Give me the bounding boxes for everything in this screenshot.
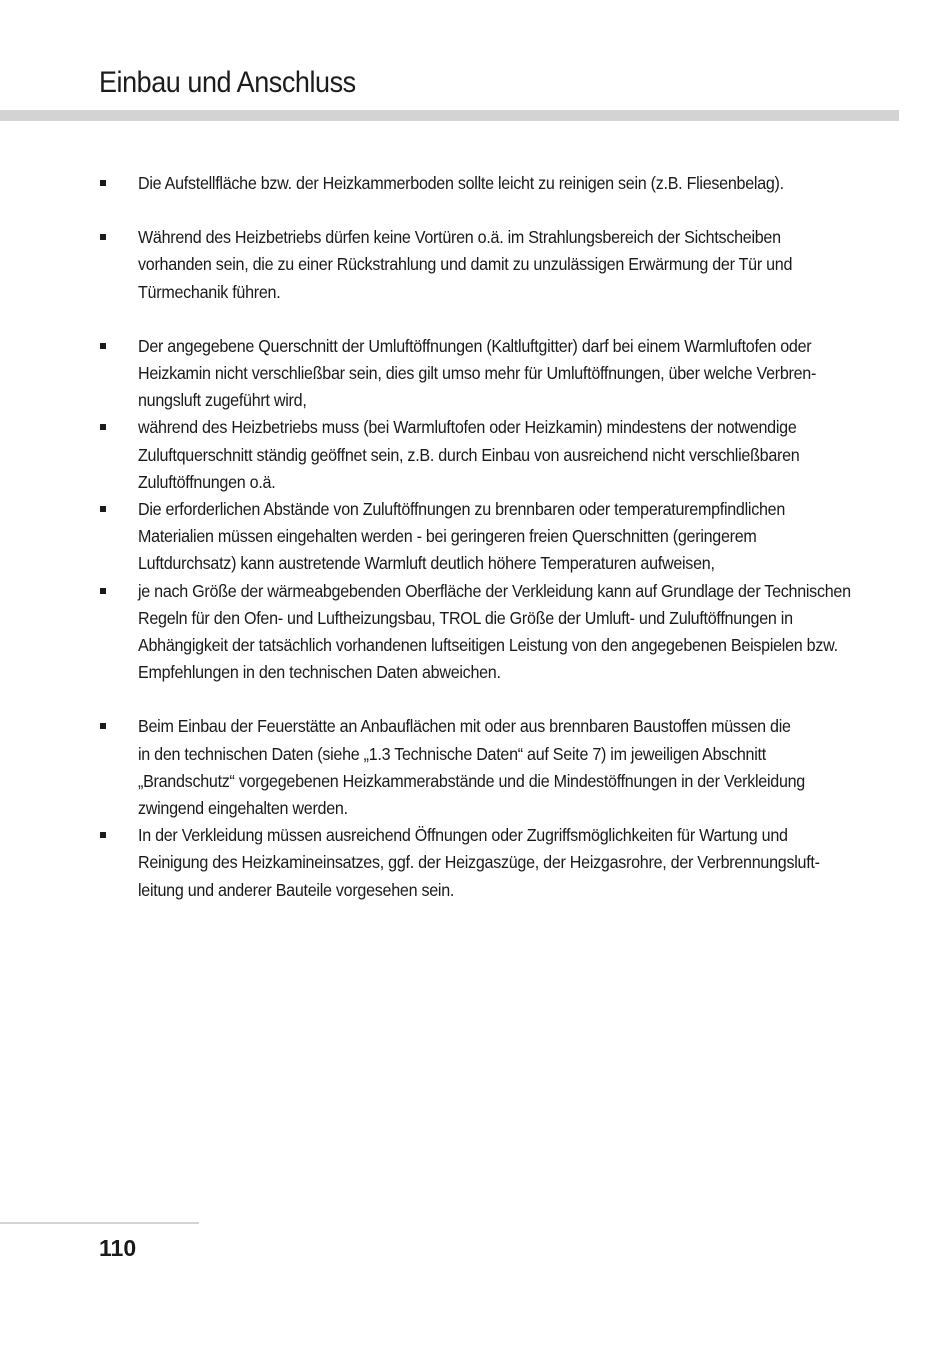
square-bullet-icon [100,343,106,349]
page-title: Einbau und Anschluss [99,66,356,99]
list-item-text: In der Verkleidung müssen ausreichend Öffnungen oder Zugriffsmöglichkeiten für Wartung und Reinigung des Heizkamineinsatzes, ggf. der Heizgaszüge, der Heizgasrohre, der Verbrennungsluft- leitung und anderer Bauteile vorgesehen sein. [138,825,820,900]
square-bullet-icon [100,723,106,729]
list-item-text: Der angegebene Querschnitt der Umluftöffnungen (Kaltluftgitter) darf bei einem Warmluftofen oder Heizkamin nicht verschließbar sein, dies gilt umso mehr für Umluftöffnungen, über welche Verbren- nungsluft zugeführt wird, [138,335,817,411]
list-item-text: Während des Heizbetriebs dürfen keine Vortüren o.ä. im Strahlungsbereich der Sichtscheiben vorhanden sein, die zu einer Rückstrahlung und damit zu unzulässigen Erwärmung der Tür und Türmechanik führen. [138,227,793,302]
list-item [0,170,948,197]
list-item-text: je nach Größe der wärmeabgebenden Oberfläche der Verkleidung kann auf Grundlage der Technischen Regeln für den Ofen- und Luftheizungsbau, TROL die Größe der Umluft- und Zuluftöffnungen in Abhängigkeit der tatsächlich vorhandenen luftseitigen Leistung von den angegebenen Beispielen bzw. Empfehlungen in den technischen Daten abweichen. [138,580,851,683]
square-bullet-icon [100,180,106,186]
footer-rule [0,1222,199,1224]
instruction-list [0,170,950,904]
list-item-text: Die Aufstellfläche bzw. der Heizkammerboden sollte leicht zu reinigen sein (z.B. Fliesenbelag). [138,173,784,193]
page-number: 110 [99,1235,137,1261]
list-item [0,713,948,822]
list-item-text: Die erforderlichen Abstände von Zuluftöffnungen zu brennbaren oder temperaturempfindlichen Materialien müssen eingehalten werden - bei geringeren freien Querschnitten (geringerem Luftdurchsatz) kann austretende Warmluft deutlich höhere Temperaturen aufweisen, [138,499,786,574]
list-item [0,333,948,415]
square-bullet-icon [100,234,106,240]
list-item-text: Beim Einbau der Feuerstätte an Anbauflächen mit oder aus brennbaren Baustoffen müssen die in den technischen Daten (siehe „1.3 Technische Daten“ auf Seite 7) im jeweiligen Abschnitt „Brandschutz“ vorgegebenen Heizkammerabstände und die Mindestöffnungen in der Verkleidung zwingend eingehalten werden. [138,716,805,819]
square-bullet-icon [100,506,106,512]
list-item [0,496,948,578]
list-item [0,578,948,687]
square-bullet-icon [100,832,106,838]
square-bullet-icon [100,588,106,594]
list-item-text: während des Heizbetriebs muss (bei Warmluftofen oder Heizkamin) mindestens der notwendige Zuluftquerschnitt ständig geöffnet sein, z.B. durch Einbau von ausreichend nicht verschließbaren Zuluftöffnungen o.ä. [138,417,800,492]
square-bullet-icon [100,424,106,430]
header-bar [0,110,899,121]
list-item [0,822,948,904]
list-item [0,414,948,496]
list-item [0,224,948,306]
